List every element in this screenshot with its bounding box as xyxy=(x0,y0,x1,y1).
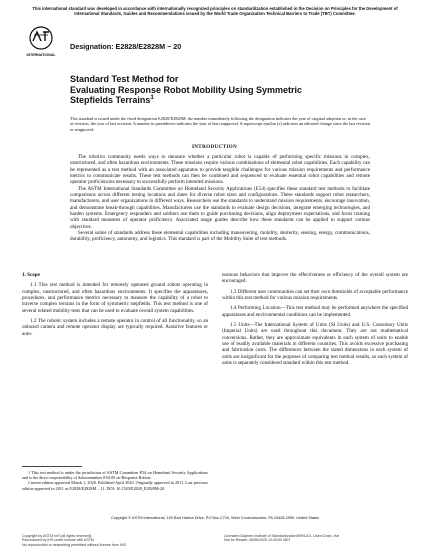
title-line-3-text: Stepfields Terrains xyxy=(70,95,151,105)
license-left: Copyright by ASTM Int'l (all rights reserved); Reproduced by IHS under license with ASTM No reproduction or networking permitted without license from IHS xyxy=(22,534,126,547)
copyright-line: Copyright © ASTM International, 100 Barr Harbor Drive, PO Box C700, West Conshohocken, PA 19428-2959. United States xyxy=(110,516,319,520)
left-column xyxy=(22,272,208,341)
title-line-2: Evaluating Response Robot Mobility Using Symmetric xyxy=(70,84,303,95)
scope-paragraph: 1.5 Units—The International System of Units (SI Units) and U.S. Customary Units (Imperial Units) are used throughout this document. They are not mathematical conversions. Rather, they are approximate equivalents in each system of units to enable use of readily available materials in different countries. This avoids excessive purchasing and fabrication costs. The differences between the stated dimensions in each system of units are insignificant for the purposes of comparing test method results, so each system of units is separately considered standard within this test method. xyxy=(222,322,408,367)
footnote-divider xyxy=(22,466,82,467)
scope-paragraph: 1.4 Performing Location—This test method may be performed anywhere the specified apparatuses and environmental conditions can be implemented. xyxy=(222,305,408,318)
title-footnote-mark: 1 xyxy=(150,94,154,101)
logo-text: INTERNATIONAL xyxy=(26,53,56,57)
astm-logo xyxy=(28,26,54,60)
scope-heading: 1. Scope xyxy=(22,272,40,278)
footnote-paragraph: 1 This test method is under the jurisdiction of ASTM Committee E54 on Homeland Security Applications and is the direct responsibility of Subcommittee E54.09 on Response Robots. xyxy=(22,470,208,481)
designation: Designation: E2828/E2828M − 20 xyxy=(70,42,182,51)
intro-paragraph: Several suites of standards address these elemental capabilities including maneuvering, mobility, dexterity, sensing, energy, communications, durability, proficiency, autonomy, and logistics. This standard is part of the Mobility Suite of test methods. xyxy=(70,230,370,243)
title-line-3 xyxy=(70,95,370,106)
notice-text: This international standard was developed in accordance with internationally recognized principles on standardization established in the Decision on Principles for the Development of International Standards, Guides and Recommendations issued by the World Trade Organization Technical Barriers to Trade (TBT) Committee. xyxy=(32,6,398,17)
license-right: Licensee=Daphne Institute of Standardization/5991101, User=Chan, Hai Not for Resale, 06/06/2020 10:49:50 MDT xyxy=(224,534,340,543)
intro-paragraph: The ASTM International Standards Committee on Homeland Security Applications (E54) specifies these standard test methods to facilitate comparisons across different testing locations and dates for diverse robot sizes and configurations. These standards support robot researchers, manufacturers, and user organizations in different ways. Researchers use the standards to understand mission requirements, encourage innovation, and demonstrate break-through capabilities. Manufacturers use the standards to evaluate design decisions, integrate emerging technologies, and harden systems. Emergency responders and soldiers use them to guide purchasing decisions, align deployment expectations, and focus training with standard measures of operator proficiency. Associated usage guides describe how these standards can be applied to support various objectives. xyxy=(70,185,370,230)
document-title xyxy=(70,74,370,106)
title-line-1: Standard Test Method for xyxy=(70,74,179,84)
introduction-heading: INTRODUCTION xyxy=(191,144,238,150)
astm-international-logo-icon xyxy=(28,26,54,60)
intro-paragraph: The robotics community needs ways to measure whether a particular robot is capable of performing specific missions in complex, unstructured, and often hazardous environments. These missions require various combinations of elemental robot capabilities. Each capability can be represented as a test method with an associated apparatus to provide tangible challenges for various mission requirements and performance metrics to communicate results. These test methods can then be combined and sequenced to evaluate essential robot capabilities and remote operator proficiencies necessary to successfully perform intended missions. xyxy=(70,154,370,186)
introduction-body xyxy=(70,154,370,243)
footnote xyxy=(22,470,208,491)
scope-paragraph: 1.2 The robotic system includes a remote operator in control of all functionality, so an onboard camera and remote operator display are typically required. Assistive features or auto- xyxy=(22,318,208,337)
scope-paragraph: 1.1 This test method is intended for remotely operated ground robots operating in complex, unstructured, and often hazardous environments. It specifies the apparatuses, procedures, and performance metrics necessary to measure the capability of a robot to traverse complex terrains in the form of symmetric stepfields. This test method is one of several related mobility tests that can be used to evaluate overall system capabilities. xyxy=(22,282,208,314)
right-column xyxy=(222,272,408,370)
footnote-paragraph: Current edition approved March 1, 2020. Published April 2020. Originally approved in 2011. Last previous edition approved in 2011 as E2828/E2828M – 11. DOI: 10.1520/E2828_E2828M-20. xyxy=(22,480,208,491)
scope-paragraph: nomous behaviors that improve the effectiveness or efficiency of the overall system are encouraged. xyxy=(222,272,408,285)
wto-notice xyxy=(22,6,408,16)
scope-paragraph: 1.3 Different user communities can set their own thresholds of acceptable performance within this test method for various mission requirements. xyxy=(222,288,408,302)
standard-note: This standard is issued under the fixed designation E2828/E2828M; the number immediately following the designation indicates the year of original adoption or, in the case of revision, the year of last revision. A number in parentheses indicates the year of last reapproval. A superscript epsilon (ε) indicates an editorial change since the last revision or reapproval. xyxy=(70,116,370,132)
